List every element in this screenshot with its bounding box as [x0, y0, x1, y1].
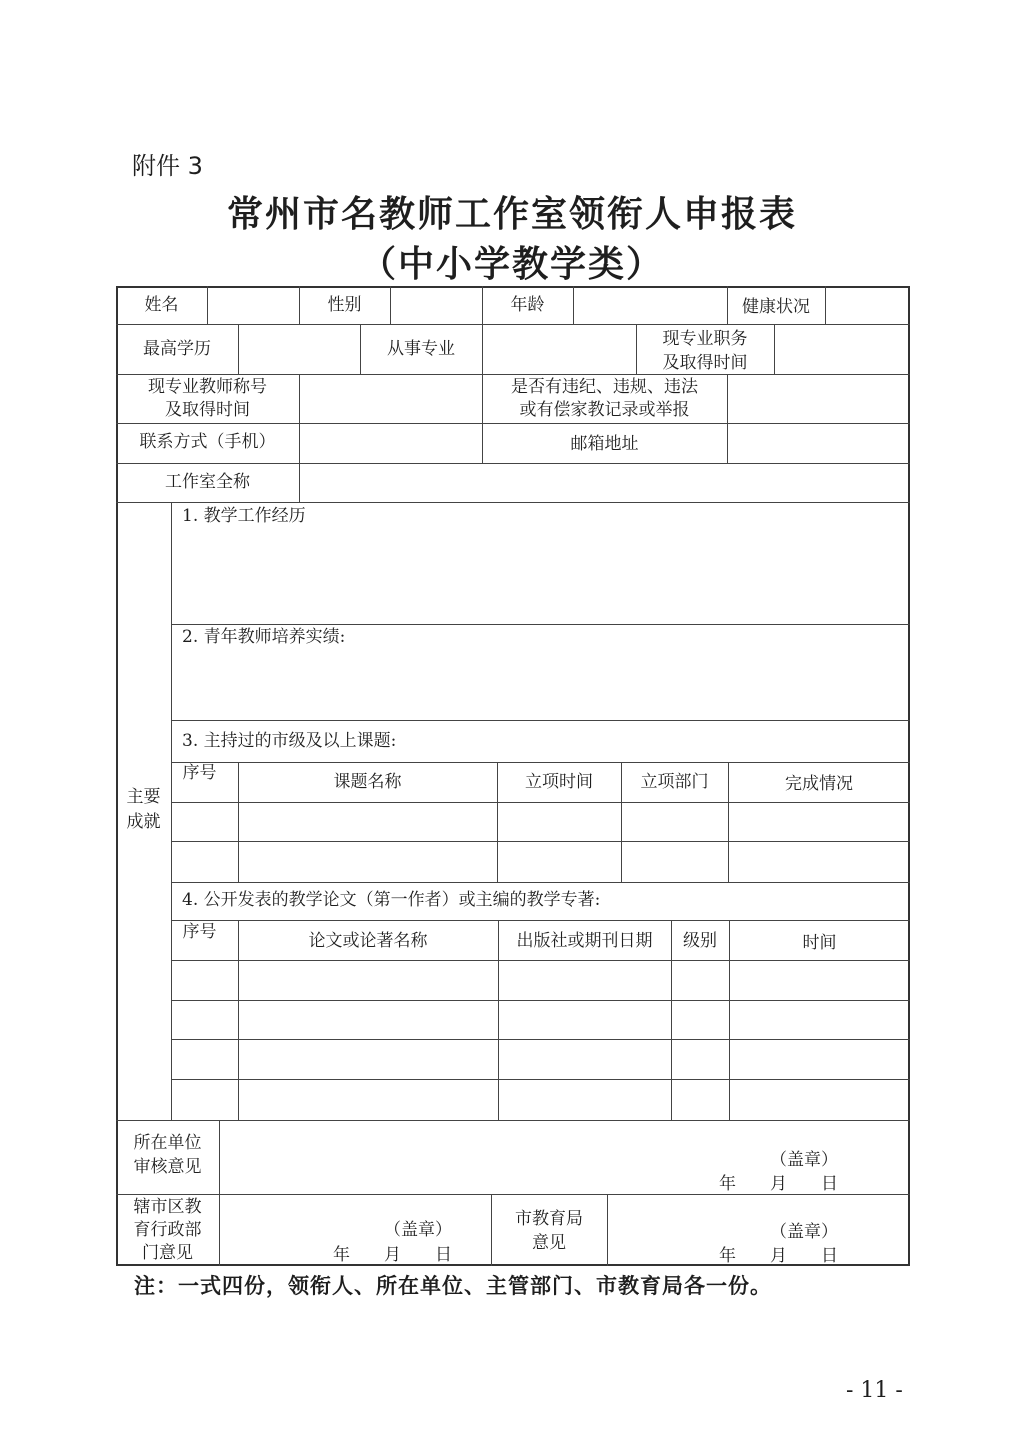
table-grid-line — [573, 286, 574, 324]
table-grid-line — [171, 841, 910, 842]
publications-heading: 4. 公开发表的教学论文（第一作者）或主编的教学专著: — [182, 890, 601, 910]
pubs-col-date: 时间 — [802, 933, 837, 953]
table-grid-line — [116, 463, 910, 464]
projects-col-approval-date: 立项时间 — [525, 772, 593, 792]
table-grid-line — [171, 960, 910, 961]
table-grid-line — [238, 324, 239, 374]
projects-col-approval-dept: 立项部门 — [640, 772, 709, 792]
footnote: 注：一式四份，领衔人、所在单位、主管部门、市教育局各一份。 — [134, 1273, 772, 1298]
violation-label-1: 是否有违纪、违规、违法 — [511, 377, 698, 397]
phone-label: 联系方式（手机） — [139, 432, 276, 452]
table-grid-line — [171, 720, 910, 721]
achievements-label-2: 成就 — [126, 812, 161, 832]
table-grid-line — [171, 802, 910, 803]
district-review-label-1: 辖市区教 — [133, 1197, 202, 1217]
city-review-label-1: 市教育局 — [515, 1209, 583, 1229]
table-grid-line — [774, 324, 775, 374]
teacher-title-label-2: 及取得时间 — [165, 400, 250, 420]
pubs-col-serial: 序号 — [182, 922, 217, 942]
table-grid-line — [171, 882, 910, 883]
table-grid-line — [116, 324, 910, 325]
young-teacher-training-heading: 2. 青年教师培养实绩: — [182, 627, 346, 647]
table-grid-line — [390, 286, 391, 324]
name-label: 姓名 — [144, 295, 179, 315]
position-label-2: 及取得时间 — [662, 353, 748, 373]
email-label: 邮箱地址 — [570, 434, 639, 454]
pubs-col-publisher-date: 出版社或期刊日期 — [516, 931, 653, 951]
table-grid-line — [207, 286, 208, 324]
pubs-col-title: 论文或论著名称 — [308, 931, 428, 951]
teacher-title-label-1: 现专业教师称号 — [148, 377, 267, 397]
major-label: 从事专业 — [387, 339, 455, 359]
unit-review-label-1: 所在单位 — [133, 1133, 202, 1153]
page-number: - 11 - — [846, 1378, 903, 1403]
education-label: 最高学历 — [143, 339, 211, 359]
table-grid-line — [171, 1039, 910, 1040]
form-title: 常州市名教师工作室领衔人申报表 — [226, 193, 797, 235]
table-grid-line — [116, 1120, 910, 1121]
research-projects-heading: 3. 主持过的市级及以上课题: — [182, 731, 397, 751]
city-date: 年 月 日 — [719, 1246, 838, 1266]
teaching-experience-heading: 1. 教学工作经历 — [182, 506, 306, 526]
achievements-label-1: 主要 — [126, 787, 161, 807]
unit-date: 年 月 日 — [719, 1174, 838, 1194]
unit-review-label-2: 审核意见 — [133, 1157, 202, 1177]
pubs-col-level: 级别 — [683, 931, 717, 951]
city-review-label-2: 意见 — [532, 1233, 566, 1253]
attachment-label: 附件 3 — [132, 152, 203, 180]
table-grid-line — [171, 762, 910, 763]
projects-col-serial: 序号 — [182, 763, 217, 783]
health-label: 健康状况 — [742, 297, 810, 317]
table-grid-line — [171, 502, 172, 1120]
table-grid-line — [727, 374, 728, 463]
form-subtitle: （中小学教学类） — [359, 243, 664, 285]
table-grid-line — [171, 920, 910, 921]
district-seal: （盖章） — [384, 1220, 452, 1240]
projects-col-status: 完成情况 — [785, 774, 853, 794]
district-review-label-3: 门意见 — [142, 1243, 193, 1263]
age-label: 年龄 — [510, 295, 545, 315]
district-review-label-2: 育行政部 — [133, 1220, 202, 1240]
city-seal: （盖章） — [770, 1222, 838, 1242]
table-grid-line — [171, 1000, 910, 1001]
table-grid-line — [116, 423, 910, 424]
table-grid-line — [171, 1079, 910, 1080]
projects-col-title: 课题名称 — [333, 772, 402, 792]
table-grid-line — [116, 502, 910, 503]
table-grid-line — [299, 374, 300, 502]
table-grid-line — [607, 1194, 608, 1266]
position-label-1: 现专业职务 — [662, 329, 748, 349]
table-grid-line — [219, 1120, 220, 1266]
studio-name-label: 工作室全称 — [165, 472, 250, 492]
gender-label: 性别 — [327, 295, 362, 315]
table-grid-line — [482, 324, 483, 374]
unit-seal: （盖章） — [770, 1150, 838, 1170]
district-date: 年 月 日 — [333, 1245, 452, 1265]
violation-label-2: 或有偿家教记录或举报 — [519, 400, 690, 420]
table-grid-line — [825, 286, 826, 324]
